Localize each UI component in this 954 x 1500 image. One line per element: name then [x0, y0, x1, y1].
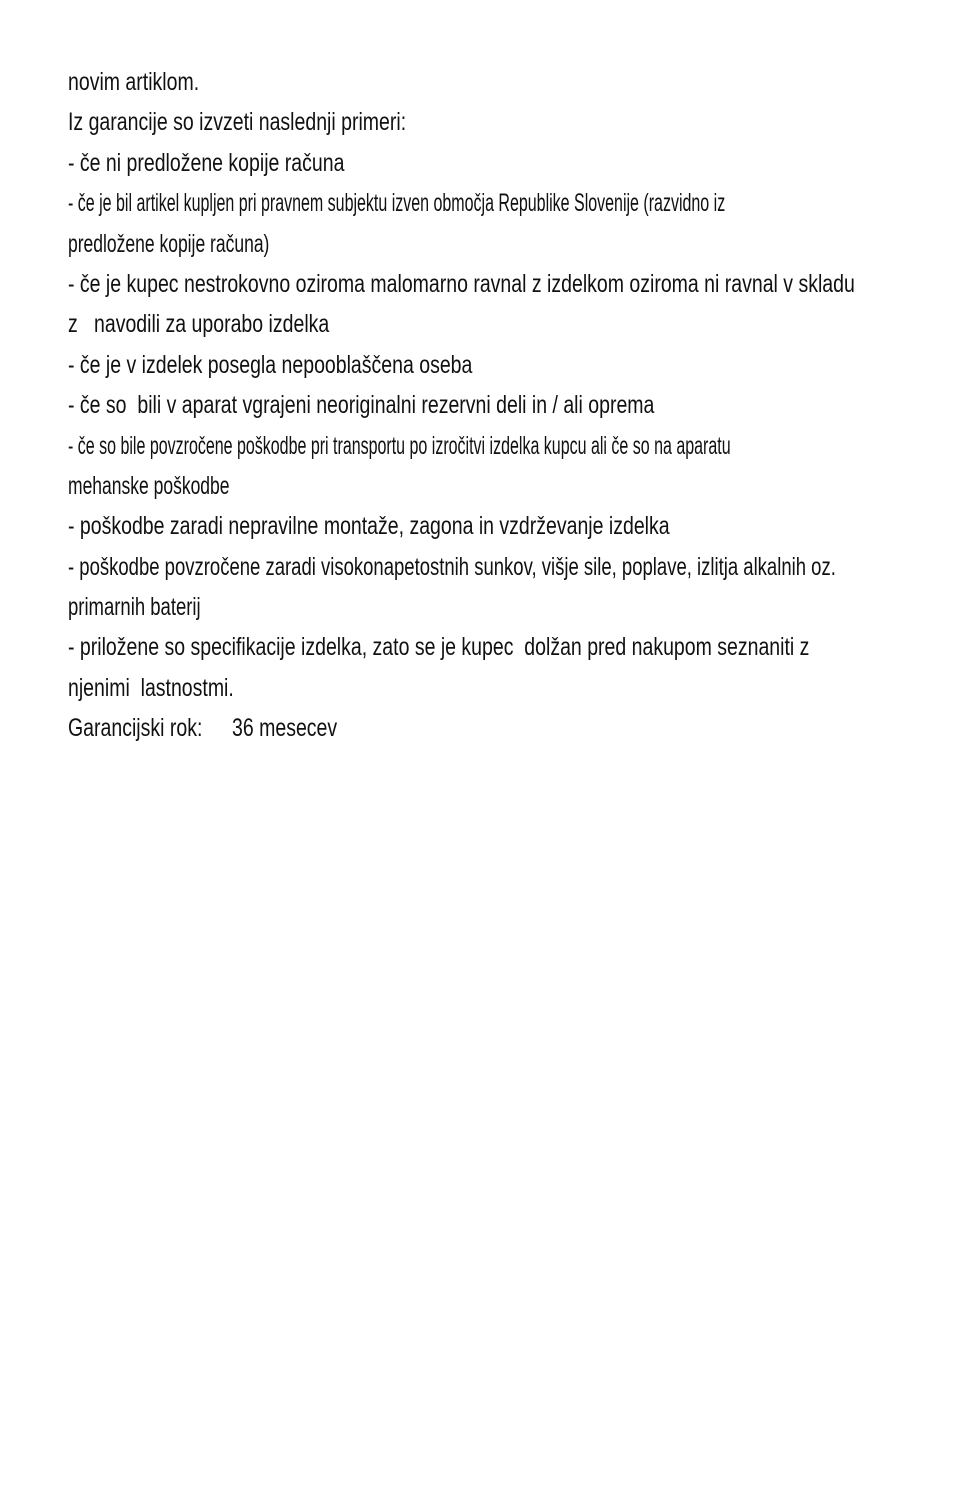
text-line-6: - če je kupec nestrokovno oziroma malomarno ravnal z izdelkom oziroma ni ravnal v skladu — [68, 269, 855, 298]
text-line-14: primarnih baterij — [68, 593, 201, 622]
text-line-2: Iz garancije so izvzeti naslednji primeri: — [68, 108, 407, 137]
text-line-9: - če so bili v aparat vgrajeni neoriginalni rezervni deli in / ali oprema — [68, 391, 655, 420]
text-line-7: z navodili za uporabo izdelka — [68, 310, 330, 339]
text-line-15: - priložene so specifikacije izdelka, zato se je kupec dolžan pred nakupom seznaniti z — [68, 633, 810, 662]
text-line-12: - poškodbe zaradi nepravilne montaže, zagona in vzdrževanje izdelka — [68, 512, 670, 541]
text-line-8: - če je v izdelek posegla nepooblaščena oseba — [68, 350, 473, 379]
text-line-16: njenimi lastnostmi. — [68, 673, 234, 702]
text-line-3: - če ni predložene kopije računa — [68, 148, 345, 177]
text-line-1: novim artiklom. — [68, 68, 200, 96]
text-line-10: - če so bile povzročene poškodbe pri transportu po izročitvi izdelka kupcu ali če so na aparatu — [68, 431, 731, 460]
text-line-5: predložene kopije računa) — [68, 229, 270, 258]
warranty-value: 36 mesecev — [232, 714, 338, 743]
warranty-period — [68, 708, 715, 748]
warranty-document — [68, 62, 898, 749]
text-line-13: - poškodbe povzročene zaradi visokonapetostnih sunkov, višje sile, poplave, izlitja alkalnih oz. — [68, 552, 836, 581]
warranty-label: Garancijski rok: — [68, 714, 203, 743]
text-line-4: - če je bil artikel kupljen pri pravnem subjektu izven območja Republike Slovenije (razvidno iz — [68, 189, 726, 218]
text-line-11: mehanske poškodbe — [68, 471, 230, 500]
